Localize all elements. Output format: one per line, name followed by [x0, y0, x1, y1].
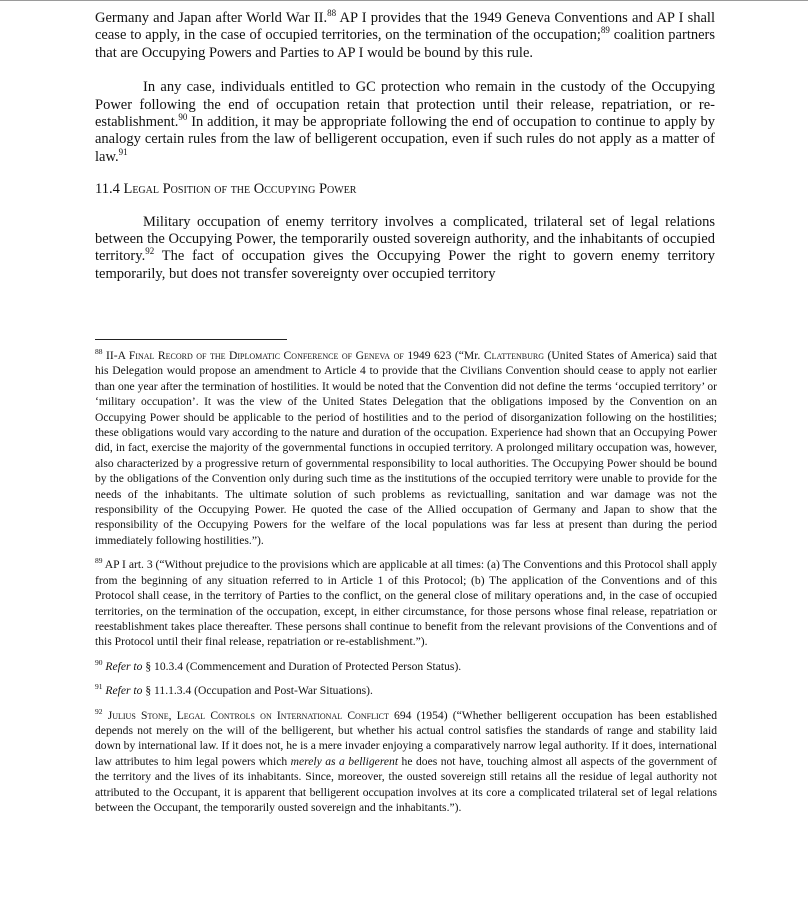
footnote-ref-92[interactable]: 92 [145, 246, 155, 257]
footnote-ref-88[interactable]: 88 [327, 8, 337, 18]
footnote-ref-89[interactable]: 89 [600, 25, 610, 36]
cross-reference-label: Refer to [105, 684, 143, 698]
paragraph-text: The fact of occupation gives the Occupying Power the right to govern enemy territory temporarily, but does not transfer sovereignty over occupied territory [95, 248, 715, 282]
section-heading: 11.4 Legal Position of the Occupying Power [95, 181, 357, 198]
cross-reference-label: Refer to [105, 659, 143, 673]
footnote-number: 92 [95, 706, 103, 716]
paragraph-1 [95, 10, 715, 62]
footnote-speaker: Clattenburg [483, 349, 545, 362]
footnote-number: 91 [95, 682, 103, 692]
paragraph-2 [95, 79, 715, 166]
footnote-text: (United States of America) said that his Delegation would propose an amendment to Article 4 to provide that the Civilians Convention should cease to apply not earlier than one year after the termination of hostilities. It would be noted that the Convention did not define the terms ‘occupied territory’ or ‘military occupation’. It was the view of the United States Delegation that the obligations imposed by the Convention on an Occupying Power should be applicable to the period of hostilities and to the period of disorganization following on the hostilities; these obligations would vary according to the nature and duration of the occupation. Experience had shown that an Occupying Power did, in fact, exercise the majority of the governmental functions in occupied territory. A prolonged military occupation was, however, also characterized by a progressive return of governmental responsibility to local authorities. The Occupying Power should be bound by the obligations of the Convention only during such time as the institutions of the occupied territory were unable to provide for the needs of the inhabitants. The ultimate solution of such problems as revictualling, sanitation and war damage was not the responsibility of the Occupying Power. He quoted the case of the Allied occupation of Germany and Japan to show that the responsibility of the Occupying Powers for the welfare of the local populations was far less at present than during the period immediately following hostilities.”). [95, 349, 717, 547]
footnote-ref-90[interactable]: 90 [178, 112, 188, 123]
footnote-text: § 11.1.3.4 (Occupation and Post-War Situations). [142, 684, 373, 698]
paragraph-text: coalition partners that are Occupying Powers and Parties to AP I would be bound by this rule. [95, 27, 716, 61]
footnote-number: 90 [95, 657, 103, 667]
footnote-source: II-A Final Record of the Diplomatic Conference of Geneva of [106, 349, 404, 362]
footnotes [95, 348, 717, 824]
paragraph-3 [95, 214, 715, 284]
paragraph-text: In addition, it may be appropriate following the end of occupation to continue to apply by analogy certain rules from the law of belligerent occupation, even if such rules do not apply as a matter of law. [95, 114, 715, 165]
footnote-text: § 10.3.4 (Commencement and Duration of Protected Person Status). [142, 659, 462, 673]
footnote-number: 88 [95, 347, 103, 356]
footnote-text: he does not have, touching almost all aspects of the government of the territory and the lives of its inhabitants. Since, moreover, the ousted sovereign still retains all the residue of legal authority not attributed to the Occupant, it is apparent that belligerent occupation involves at its core a complicated trilateral set of legal relations between the Occupant, the temporarily ousted sovereign and the inhabitants.”). [95, 754, 717, 814]
footnote-text: 1949 623 (“Mr. [403, 349, 484, 362]
footnote-source: Julius Stone, Legal Controls on International Conflict [107, 708, 389, 722]
footnote-ref-91[interactable]: 91 [118, 146, 128, 157]
main-text [95, 10, 715, 283]
footnote-91 [95, 683, 717, 698]
footnote-text: AP I art. 3 (“Without prejudice to the provisions which are applicable at all times: (a) The Conventions and this Protocol shall apply from the beginning of any situation referred to in Article 1 of this Protocol; (b) The application of the Conventions and of this Protocol shall cease, in the territory of Parties to the conflict, on the general close of military operations and, in the case of occupied territories, on the termination of the occupation, except, in either circumstance, for those persons whose final release, repatriation or reestablishment takes place thereafter. These persons shall continue to benefit from the relevant provisions of the Conventions and of this Protocol until their final release, repatriation or re-establishment.”). [95, 558, 718, 649]
footnote-89 [95, 557, 717, 649]
footnote-emphasis: merely as a belligerent [290, 754, 399, 768]
footnote-88 [95, 348, 717, 548]
footnote-separator [95, 339, 287, 340]
footnote-number: 89 [95, 556, 103, 566]
footnote-text: 694 (1954) (“Whether belligerent occupation has been established depends not merely on the will of the belligerent, but whether his actual control satisfies the standards of range and stability laid down by international law. If it does not, he is a mere invader enjoying a comparatively narrow legal authority. If it does, international law attributes to him legal powers which [95, 708, 717, 768]
paragraph-text: In any case, individuals entitled to GC protection who remain in the custody of the Occupying Power following the end of occupation retain that protection until their release, repatriation, or re-establishment. [95, 79, 715, 131]
paragraph-text: Military occupation of enemy territory involves a complicated, trilateral set of legal relations between the Occupying Power, the temporarily ousted sovereign authority, and the inhabitants of occupied territory. [95, 213, 715, 265]
footnote-92 [95, 708, 717, 816]
paragraph-text: AP I provides that the 1949 Geneva Conventions and AP I shall cease to apply, in the case of occupied territories, on the termination of the occupation; [95, 10, 715, 44]
footnote-90 [95, 659, 717, 674]
paragraph-text: Germany and Japan after World War II. [95, 10, 328, 26]
